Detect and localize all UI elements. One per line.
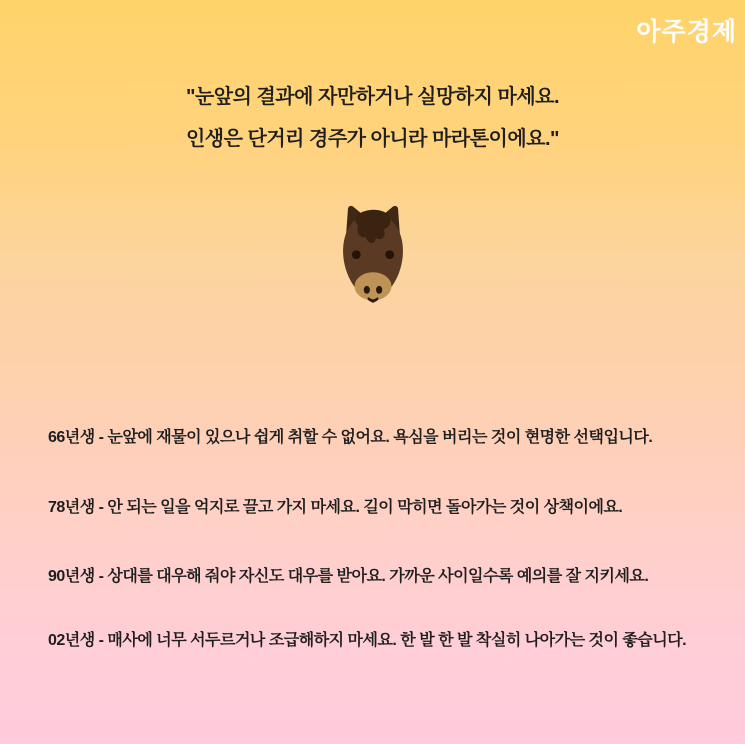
fortune-line-1990: 90년생 - 상대를 대우해 줘야 자신도 대우를 받아요. 가까운 사이일수록 예의를 잘 지키세요. [48,568,649,585]
fortune-line-1966: 66년생 - 눈앞에 재물이 있으나 쉽게 취할 수 없어요. 욕심을 버리는 것이 현명한 선택입니다. [48,429,653,446]
aju-economy-logo: 아주경제 [636,19,737,46]
horse-left-eye [351,250,360,259]
quote-line-1: "눈앞의 결과에 자만하거나 실망하지 마세요. [185,86,560,108]
horse-right-eye [385,250,394,259]
quote-block [0,76,745,160]
horse-right-nostril [376,286,382,294]
horse-muzzle [354,272,391,300]
quote-line-2: 인생은 단거리 경주가 아니라 마라톤이에요." [185,128,560,150]
fortune-line-1978: 78년생 - 안 되는 일을 억지로 끌고 가지 마세요. 길이 막히면 돌아가는 것이 상책이에요. [48,499,623,516]
horse-face-icon [329,201,417,310]
fortune-line-2002: 02년생 - 매사에 너무 서두르거나 조급해하지 마세요. 한 발 한 발 착실히 나아가는 것이 좋습니다. [48,632,687,649]
horse-left-nostril [363,286,369,294]
